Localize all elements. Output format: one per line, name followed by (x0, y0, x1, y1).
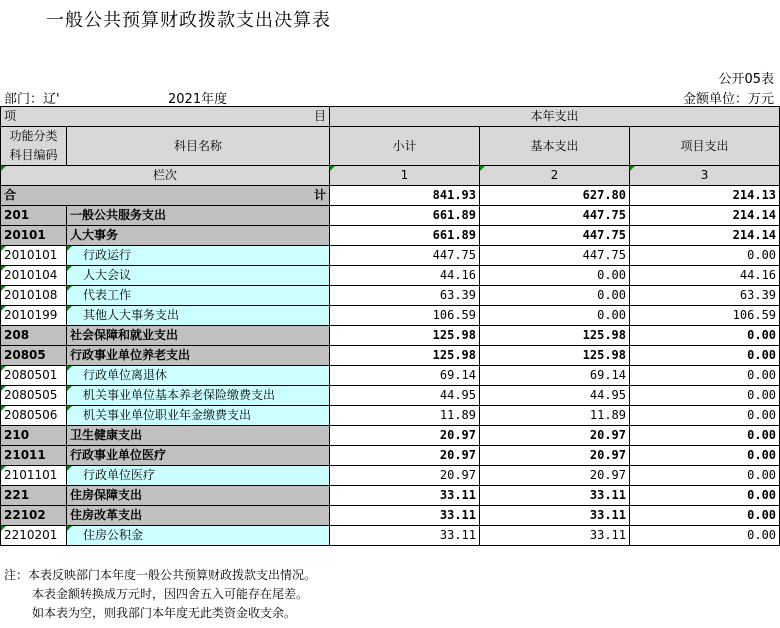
row-basic: 125.98 (480, 346, 630, 366)
header-row-3 (1, 166, 780, 186)
row-project: 0.00 (630, 506, 780, 526)
row-subtotal: 44.16 (330, 266, 480, 286)
table-row (1, 206, 780, 226)
notes (4, 566, 316, 623)
row-name: 人大事务 (67, 226, 330, 246)
row-project: 0.00 (630, 446, 780, 466)
row-basic: 0.00 (480, 286, 630, 306)
row-name: 代表工作 (67, 286, 330, 306)
row-subtotal: 661.89 (330, 226, 480, 246)
row-subtotal: 125.98 (330, 326, 480, 346)
table-row (1, 246, 780, 266)
row-project: 0.00 (630, 326, 780, 346)
row-subtotal: 11.89 (330, 406, 480, 426)
department-label: 部门：辽' (4, 92, 60, 107)
table-row (1, 286, 780, 306)
row-name: 行政运行 (67, 246, 330, 266)
total-ji: 计 (313, 188, 326, 202)
table-row (1, 386, 780, 406)
row-basic: 447.75 (480, 226, 630, 246)
header-mu: 目 (313, 109, 326, 123)
total-subtotal: 841.93 (330, 186, 480, 206)
row-basic: 0.00 (480, 266, 630, 286)
total-he: 合 (4, 188, 17, 202)
row-code: 2080506 (1, 406, 67, 426)
form-number: 公开05表 (718, 72, 774, 87)
row-basic: 125.98 (480, 326, 630, 346)
row-code: 201 (1, 206, 67, 226)
row-code: 2010199 (1, 306, 67, 326)
row-code: 208 (1, 326, 67, 346)
row-subtotal: 125.98 (330, 346, 480, 366)
row-code: 2101101 (1, 466, 67, 486)
total-row (1, 186, 780, 206)
row-subtotal: 20.97 (330, 426, 480, 446)
row-subtotal: 661.89 (330, 206, 480, 226)
row-project: 0.00 (630, 406, 780, 426)
row-code: 20805 (1, 346, 67, 366)
table-row (1, 526, 780, 546)
table-row (1, 446, 780, 466)
row-name: 住房保障支出 (67, 486, 330, 506)
row-subtotal: 44.95 (330, 386, 480, 406)
row-basic: 447.75 (480, 206, 630, 226)
header-xiang: 项 (4, 109, 17, 123)
row-code: 2010108 (1, 286, 67, 306)
row-project: 0.00 (630, 246, 780, 266)
row-basic: 69.14 (480, 366, 630, 386)
table-row (1, 406, 780, 426)
row-project: 0.00 (630, 386, 780, 406)
row-basic: 33.11 (480, 526, 630, 546)
row-code: 2010101 (1, 246, 67, 266)
row-project: 0.00 (630, 346, 780, 366)
row-project: 106.59 (630, 306, 780, 326)
row-project: 0.00 (630, 466, 780, 486)
row-subtotal: 33.11 (330, 486, 480, 506)
table-row (1, 486, 780, 506)
row-name: 住房改革支出 (67, 506, 330, 526)
row-name: 卫生健康支出 (67, 426, 330, 446)
row-subtotal: 447.75 (330, 246, 480, 266)
header-code-col: 功能分类 科目编码 (1, 127, 67, 166)
row-name: 行政单位离退休 (67, 366, 330, 386)
row-name: 行政事业单位养老支出 (67, 346, 330, 366)
row-subtotal: 33.11 (330, 526, 480, 546)
header-lanci: 栏次 (1, 166, 330, 186)
table-row (1, 266, 780, 286)
row-name: 其他人大事务支出 (67, 306, 330, 326)
row-code: 210 (1, 426, 67, 446)
row-code: 2010104 (1, 266, 67, 286)
row-subtotal: 20.97 (330, 466, 480, 486)
row-code: 22102 (1, 506, 67, 526)
row-subtotal: 20.97 (330, 446, 480, 466)
table-row (1, 366, 780, 386)
header-col-3: 3 (630, 166, 780, 186)
row-code: 21011 (1, 446, 67, 466)
row-project: 0.00 (630, 486, 780, 506)
row-project: 214.14 (630, 226, 780, 246)
total-label (1, 186, 330, 206)
note-3: 如本表为空，则我部门本年度无此类资金收支余。 (32, 606, 297, 620)
row-code: 20101 (1, 226, 67, 246)
header-row-1 (1, 107, 780, 127)
table-row (1, 326, 780, 346)
row-basic: 0.00 (480, 306, 630, 326)
table-row (1, 346, 780, 366)
fiscal-year: 2021年度 (168, 92, 228, 107)
table-row (1, 506, 780, 526)
row-subtotal: 63.39 (330, 286, 480, 306)
row-name: 一般公共服务支出 (67, 206, 330, 226)
row-basic: 33.11 (480, 506, 630, 526)
row-subtotal: 69.14 (330, 366, 480, 386)
row-project: 214.14 (630, 206, 780, 226)
row-basic: 44.95 (480, 386, 630, 406)
expenditure-table (0, 106, 780, 546)
row-name: 人大会议 (67, 266, 330, 286)
header-col-2: 2 (480, 166, 630, 186)
row-name: 行政事业单位医疗 (67, 446, 330, 466)
header-current-year: 本年支出 (330, 107, 780, 127)
row-code: 221 (1, 486, 67, 506)
total-project: 214.13 (630, 186, 780, 206)
header-project: 项目支出 (630, 127, 780, 166)
table-row (1, 226, 780, 246)
page-title: 一般公共预算财政拨款支出决算表 (46, 10, 331, 31)
row-basic: 20.97 (480, 426, 630, 446)
note-2: 本表金额转换成万元时，因四舍五入可能存在尾差。 (32, 587, 309, 601)
header-basic: 基本支出 (480, 127, 630, 166)
note-1: 注：本表反映部门本年度一般公共预算财政拨款支出情况。 (4, 568, 317, 582)
row-project: 0.00 (630, 526, 780, 546)
row-basic: 20.97 (480, 466, 630, 486)
row-name: 机关事业单位基本养老保险缴费支出 (67, 386, 330, 406)
row-basic: 33.11 (480, 486, 630, 506)
row-project: 44.16 (630, 266, 780, 286)
row-project: 0.00 (630, 426, 780, 446)
header-col-1: 1 (330, 166, 480, 186)
row-name: 行政单位医疗 (67, 466, 330, 486)
table-row (1, 306, 780, 326)
header-subtotal: 小计 (330, 127, 480, 166)
header-item (1, 107, 330, 127)
header-name-col: 科目名称 (67, 127, 330, 166)
row-project: 0.00 (630, 366, 780, 386)
row-name: 社会保障和就业支出 (67, 326, 330, 346)
row-name: 住房公积金 (67, 526, 330, 546)
total-basic: 627.80 (480, 186, 630, 206)
row-basic: 11.89 (480, 406, 630, 426)
row-subtotal: 33.11 (330, 506, 480, 526)
row-basic: 20.97 (480, 446, 630, 466)
row-name: 机关事业单位职业年金缴费支出 (67, 406, 330, 426)
row-basic: 447.75 (480, 246, 630, 266)
row-code: 2080505 (1, 386, 67, 406)
table-row (1, 466, 780, 486)
row-code: 2210201 (1, 526, 67, 546)
row-code: 2080501 (1, 366, 67, 386)
row-project: 63.39 (630, 286, 780, 306)
amount-unit: 金额单位：万元 (682, 92, 774, 107)
table-row (1, 426, 780, 446)
header-row-2 (1, 127, 780, 166)
row-subtotal: 106.59 (330, 306, 480, 326)
